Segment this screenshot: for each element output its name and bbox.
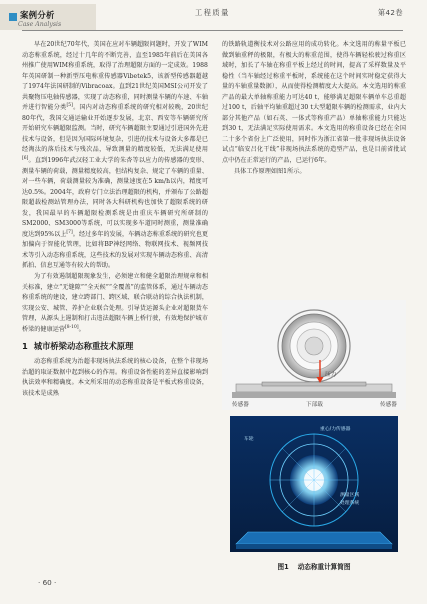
paragraph-end: 。 (78, 325, 85, 333)
page-number: · 60 · (38, 578, 57, 587)
paragraph-text: 早在20世纪70年代，美国在应对车辆超限问题时，开发了WIM动态称重系统，经过十几年的不断完善，直至1985年前后在美国各州推广使用WIM称重系统，取得了治理超限方面的一定成效。1988年英国研制一种新型压电称重传感器Vibetek5，该新型传感器超越了1974年法国研制的Vibracoax。直到21世纪美国MSI公司开发了共聚物压电轴传感器，实现了动态称重，同时测量车辆的车速、车轴并进行智能分类 (22, 41, 208, 112)
citation: [5] (66, 103, 73, 109)
column-title: 案例分析 (20, 10, 55, 20)
figure-number: 图1 (277, 563, 289, 571)
paragraph-text: 。国内对动态称重系统的研究相对较晚，20世纪80年代，我国交通运输业开始逐步发展，北京、西安等车辆研究所开始研究车辆超限监测。当时，研究车辆超限主要通过引进国外先进技术与设备，但是因为国际环境复杂，引进的技术与设备大多都是已经淘汰的落后技术与残次品，导致测量的精度较低，无法满足使用 (22, 104, 208, 154)
wheel-3d-icon (270, 434, 358, 526)
right-column (222, 40, 406, 177)
paragraph-regulation (22, 272, 208, 335)
column-tag (0, 4, 96, 30)
section-number: 1 (22, 341, 28, 352)
weighing-platform (232, 382, 396, 398)
sensor-label-right: 传感器 (380, 402, 397, 408)
platform-3d (236, 532, 392, 549)
header-divider (22, 30, 403, 31)
paragraph-text: 为了有效遏制超限现象发生，必须建立和健全超限治理规章和相关标准，建立“无缝隙”“全天候”“全覆盖”的监管体系，通过车辆动态称重系统的建设，建立跨部门、跨区域、联合联动的综合执法机制，实现公安、城管、养护企业联合处理。引导货运源头企业对超限货车管理，从源头上遏制和打击违法超限车辆上桥行驶，有效地保护城市桥梁的健康运营 (22, 273, 208, 333)
column-tag-square-icon (9, 13, 17, 21)
paragraph-intro (22, 40, 208, 272)
page-header (0, 0, 427, 32)
section-heading (22, 340, 208, 352)
sensor-label-left: 传感器 (232, 402, 249, 408)
diagram-label-wheel: 车轮 (244, 437, 254, 442)
paragraph-figure-ref: 具体工作原理如图1所示。 (234, 167, 306, 175)
citation: [6] (22, 155, 29, 161)
paragraph-text: 。经过多年的发展，车辆动态称重系统的研究也更加偏向于智能化管理，比如将BP神经网络、物联网技术、视频网技术等引入动态称重系统，这些技术的发展对实现车辆动态称重、高清抓拍、信息互通等有较大的帮助。 (22, 230, 208, 270)
weighing-diagram (222, 298, 406, 556)
diagram-label-top: 重心/力传感器 (320, 427, 351, 432)
diagram-label-area: 测量区域 (340, 493, 360, 498)
paragraph-section-1: 动态称重系统为治超非现场执法系统的核心设备，在整个非现场治超的取证数据中起到核心的作用。称重设备性能的差异直接影响到执法效率和精确度。本文所采用的动态称重设备是平板式称重设备，该技术是成熟 (22, 358, 208, 397)
figure-1 (222, 298, 406, 571)
column-title-english: Case Analysis (18, 21, 62, 28)
volume-number: 第42卷 (377, 8, 403, 17)
citation: [7] (66, 229, 73, 235)
left-column (22, 40, 208, 400)
paragraph-device: 的铁路轨道衡技术对公路应用的成功转化。本文选用的称量平板已做到轴重秤的极限，有极大的称重范围，使得车辆轻松驶过称重区域时，加长了车轴在称重平板上经过的时间，提高了采样数量及平稳性（当车轴经过称重平板时，系统能在这个时间实时稳定获得大量的车轴重量数据），从而使得检测精度大大提高。本文选用的称重产品的最大单轴称重能力可达40 t，能够满足超限车辆单车总重超过100 t，后轴平均轴重超过30 t大型超限车辆的检测需求，业内大部分其他产品（如石英、一体式等称重产品）单轴称重能力只能达到30 t，无法满足实际使用需求。本文选用的称重设备已经在全国二十多个省份上广泛使用，同时作为浙江省第一批非现场执法设备试点“临安吕化干线”非现场执法系统的造型产品，也是目前省批试点中仍在正常运行的产品，已运行6年。 (222, 41, 406, 165)
section-title: 城市桥梁动态称重技术原理 (33, 341, 134, 352)
diagram-label-system: 处理系统 (340, 501, 360, 506)
paragraph-text: 。直到1996年武汉轻工业大学的朱杏等以应力的传感器的变形、测量车辆的荷载，测量精度较高，但结构复杂、规定了车辆的重量、对一些车辆，荷载测量较为准确，测量速度在5 km/h以内，精度可达0.5%。2004年，政府专门立法治理超限的机构，并颁布了公路超限超载检测站管理办法，同时各大科研机构也加快了超限系统的研发，我国最早的车辆超限检测系统是由重庆车辆研究所研制的SM2000、SM3000等系统，可以实现多车道同时测重，测量准确度达到95%以上 (22, 157, 208, 238)
citation: [8-10] (65, 324, 79, 330)
figure-caption (222, 561, 406, 571)
journal-name: 工程质量 (195, 8, 230, 17)
ground-label: 下部载 (306, 402, 323, 408)
force-label: 压力 (325, 372, 337, 378)
figure-title: 动态称重计算简图 (297, 563, 351, 571)
wheel-icon (278, 310, 350, 382)
